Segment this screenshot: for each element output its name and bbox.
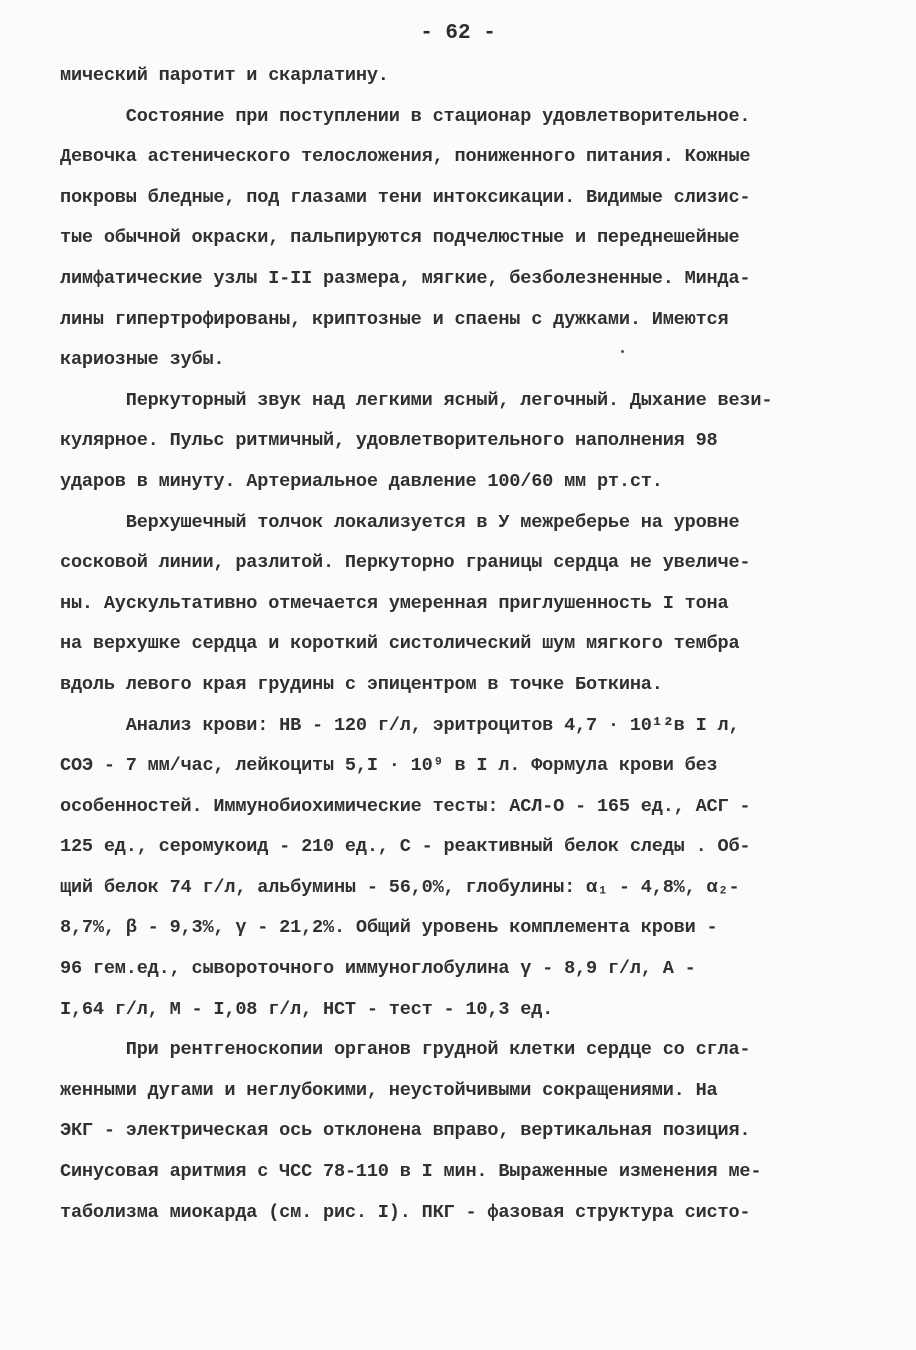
text-line: таболизма миокарда (см. рис. I). ПКГ - фазовая структура систо-: [60, 1201, 751, 1223]
text-line: 125 ед., серомукоид - 210 ед., С - реактивный белок следы . Об-: [60, 836, 751, 858]
text-line: ударов в минуту. Артериальное давление 100/60 мм рт.ст.: [60, 470, 663, 492]
text-line: тые обычной окраски, пальпируются подчелюстные и переднешейные: [60, 227, 740, 249]
text-line: вдоль левого края грудины с эпицентром в точке Боткина.: [60, 673, 663, 695]
scan-speck: [621, 350, 624, 353]
text-line: При рентгеноскопии органов грудной клетки сердце со сгла-: [60, 1039, 751, 1061]
text-line: лины гипертрофированы, криптозные и спаены с дужками. Имеются: [60, 308, 729, 330]
text-line: особенностей. Иммунобиохимические тесты: АСЛ-О - 165 ед., АСГ -: [60, 795, 751, 817]
text-line: покровы бледные, под глазами тени интоксикации. Видимые слизис-: [60, 186, 751, 208]
text-line: женными дугами и неглубокими, неустойчивыми сокращениями. На: [60, 1079, 718, 1101]
text-line: I,64 г/л, М - I,08 г/л, НСТ - тест - 10,3 ед.: [60, 998, 554, 1020]
text-line: Верхушечный толчок локализуется в У межреберье на уровне: [60, 511, 740, 533]
text-line: на верхушке сердца и короткий систолический шум мягкого тембра: [60, 633, 740, 655]
text-line: 8,7%, β - 9,3%, γ - 21,2%. Общий уровень комплемента крови -: [60, 917, 718, 939]
text-line: мический паротит и скарлатину.: [60, 65, 389, 86]
text-line: сосковой линии, разлитой. Перкуторно границы сердца не увеличе-: [60, 552, 751, 574]
text-line: ЭКГ - электрическая ось отклонена вправо, вертикальная позиция.: [60, 1120, 751, 1142]
text-line: Состояние при поступлении в стационар удовлетворительное.: [60, 105, 751, 127]
text-line: кулярное. Пульс ритмичный, удовлетворительного наполнения 98: [60, 430, 718, 452]
text-line: 96 гем.ед., сывороточного иммуноглобулина γ - 8,9 г/л, А -: [60, 958, 696, 980]
body-text: [60, 56, 850, 1233]
text-line: Анализ крови: НВ - 120 г/л, эритроцитов 4,7 · 10¹²в I л,: [60, 714, 740, 736]
text-line: лимфатические узлы I-II размера, мягкие, безболезненные. Минда-: [60, 267, 751, 289]
text-line: Девочка астенического телосложения, пониженного питания. Кожные: [60, 146, 751, 168]
page-number: - 62 -: [420, 22, 496, 45]
text-line: ны. Аускультативно отмечается умеренная приглушенность I тона: [60, 592, 729, 614]
text-line: Перкуторный звук над легкими ясный, легочный. Дыхание вези-: [60, 389, 773, 411]
text-line: Синусовая аритмия с ЧСС 78-110 в I мин. Выраженные изменения ме-: [60, 1161, 762, 1183]
text-line: кариозные зубы.: [60, 349, 225, 371]
text-line: щий белок 74 г/л, альбумины - 56,0%, глобулины: α₁ - 4,8%, α₂-: [60, 876, 740, 898]
text-line: СОЭ - 7 мм/час, лейкоциты 5,I · 10⁹ в I л. Формула крови без: [60, 755, 718, 777]
